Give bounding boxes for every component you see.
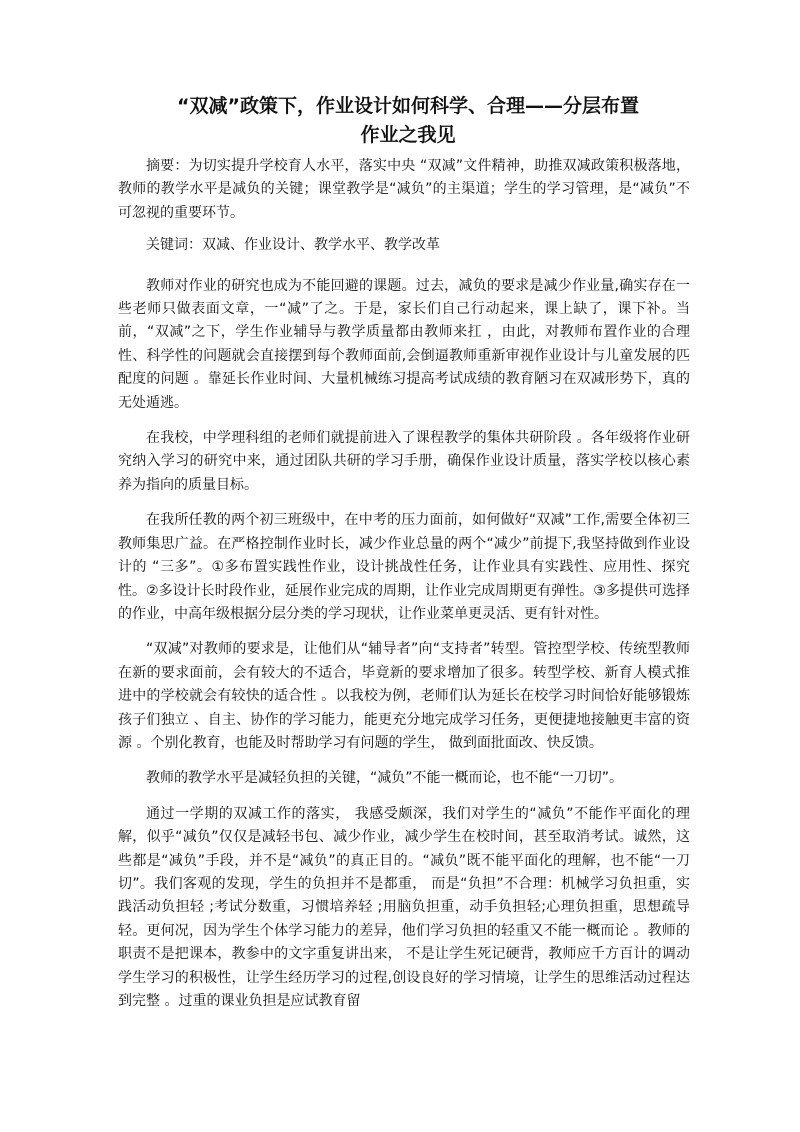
title-line-2: 作业之我见 bbox=[360, 124, 456, 146]
body-paragraph-1: 教师对作业的研究也成为不能回避的课题。过去，减负的要求是减少作业量,确实存在一些老师只做表面文章，一“减”了之。于是，家长们自己行动起来，课上缺了，课下补。当前，“双减”之下，学生作业辅导与教学质量都由教师来扛 ，由此，对教师布置作业的合理性、科学性的问题就会直接摆到每个教师面前,会倒逼教师重新审视作业设计与儿童发展的匹配度的问题 。靠延长作业时间、大量机械练习提高考试成绩的教育陋习在双减形势下，真的无处遁逃。 bbox=[118, 277, 690, 411]
body-paragraph-4: “双减”对教师的要求是，让他们从“辅导者”向“支持者”转型。管控型学校、传统型教师在新的要求面前，会有较大的不适合，毕竟新的要求增加了很多。转型学校、新育人模式推进中的学校就会有较快的适合性 。以我校为例，老师们认为延长在校学习时间恰好能够锻炼孩子们独立 、自主、协作的学习能力，能更充分地完成学习任务，更便捷地接触更丰富的资源 。个别化教育，也能及时帮助学习有问题的学生， 做到面批面改、快反馈。 bbox=[118, 641, 690, 751]
document-page bbox=[118, 92, 690, 1025]
body-paragraph-5: 教师的教学水平是减轻负担的关键，“减负”不能一概而论，也不能“一刀切”。 bbox=[146, 770, 624, 787]
title-line-1: “双减”政策下，作业设计如何科学、合理——分层布置 bbox=[177, 95, 639, 117]
body-paragraph-6: 通过一学期的双减工作的落实， 我感受颇深，我们对学生的“减负”不能作平面化的理解，似乎“减负”仅仅是减轻书包、减少作业，减少学生在校时间，甚至取消考试。诚然，这些都是“减负”手段，并不是“减负”的真正目的。“减负”既不能平面化的理解，也不能“一刀切”。我们客观的发现，学生的负担并不是都重， 而是“负担”不合理：机械学习负担重，实践活动负担轻 ;考试分数重，习惯培养轻 ;用脑负担重，动手负担轻;心理负担重，思想疏导轻。更何况，因为学生个体学习能力的差异，他们学习负担的轻重又不能一概而论 。教师的职责不是把课本，教参中的文字重复讲出来， 不是让学生死记硬背，教师应千方百计的调动学生学习的积极性，让学生经历学习的过程,创设良好的学习情境，让学生的思维活动过程达到完整 。过重的课业负担是应试教育留 bbox=[118, 805, 690, 1009]
keywords-line: 关键词：双减、作业设计、教学水平、教学改革 bbox=[146, 237, 440, 254]
body-paragraph-2: 在我校，中学理科组的老师们就提前进入了课程教学的集体共研阶段 。各年级将作业研究纳入学习的研究中来，通过团队共研的学习手册，确保作业设计质量，落实学校以核心素养为指向的质量目标。 bbox=[118, 430, 690, 493]
body-paragraph-3: 在我所任教的两个初三班级中，在中考的压力面前，如何做好“双减”工作,需要全体初三教师集思广益。在严格控制作业时长，减少作业总量的两个“减少”前提下,我坚持做到作业设计的 “三多”。①多布置实践性作业，设计挑战性任务，让作业具有实践性、应用性、探究性。②多设计长时段作业，延展作业完成的周期，让作业完成周期更有弹性。③多提供可选择的作业，中高年级根据分层分类的学习现状，让作业菜单更灵活、更有针对性。 bbox=[118, 512, 690, 622]
abstract-paragraph: 摘要：为切实提升学校育人水平，落实中央 “双减”文件精神，助推双减政策积极落地，教师的教学水平是减负的关键；课堂教学是“减负”的主渠道；学生的学习管理，是“减负”不可忽视的重要环节。 bbox=[118, 158, 690, 221]
document-title bbox=[118, 92, 690, 150]
